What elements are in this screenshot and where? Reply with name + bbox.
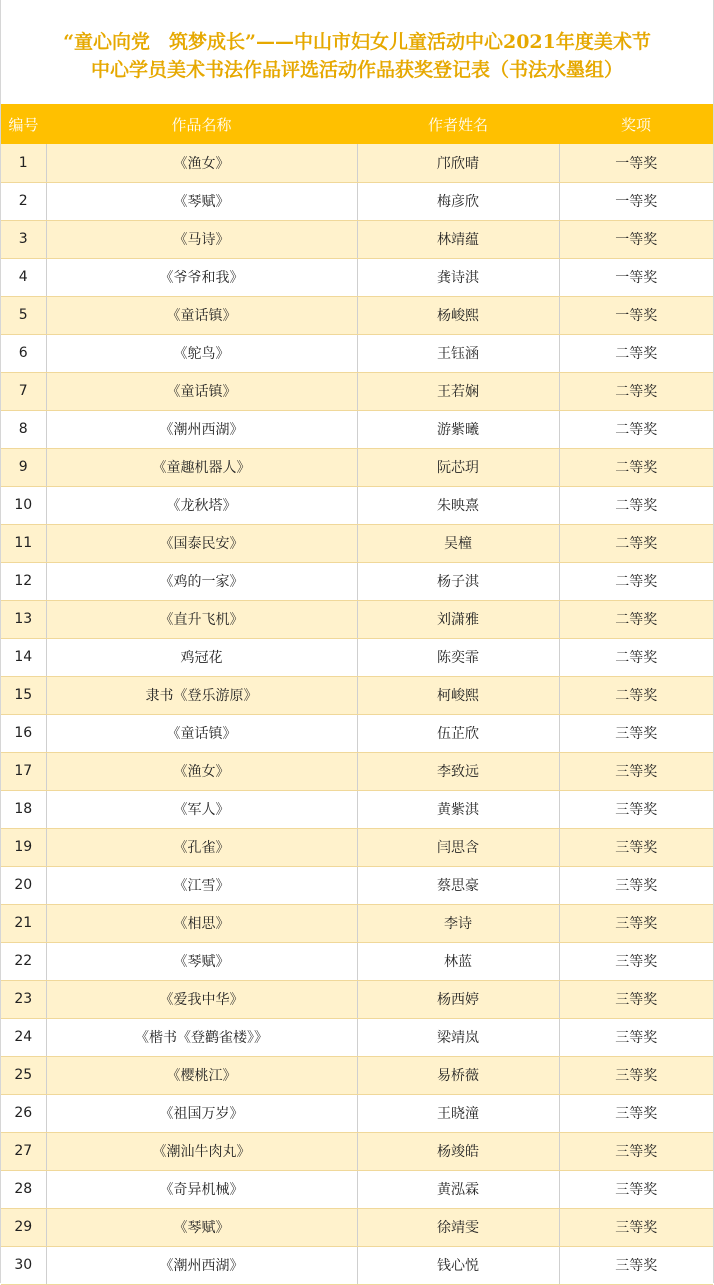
cell-award: 二等奖 xyxy=(559,600,713,638)
table-row xyxy=(1,1132,713,1170)
header-award: 奖项 xyxy=(559,104,713,144)
cell-work-title: 《爷爷和我》 xyxy=(46,258,357,296)
cell-number: 20 xyxy=(1,866,46,904)
cell-work-title: 《直升飞机》 xyxy=(46,600,357,638)
cell-author: 王若娴 xyxy=(357,372,559,410)
cell-number: 23 xyxy=(1,980,46,1018)
cell-award: 二等奖 xyxy=(559,334,713,372)
cell-award: 三等奖 xyxy=(559,790,713,828)
table-row xyxy=(1,220,713,258)
table-row xyxy=(1,980,713,1018)
cell-award: 一等奖 xyxy=(559,144,713,182)
cell-work-title: 《琴赋》 xyxy=(46,1208,357,1246)
table-row xyxy=(1,524,713,562)
cell-award: 二等奖 xyxy=(559,372,713,410)
title-line-2: 中心学员美术书法作品评选活动作品获奖登记表（书法水墨组） xyxy=(90,59,623,81)
cell-award: 三等奖 xyxy=(559,866,713,904)
cell-work-title: 《潮汕牛肉丸》 xyxy=(46,1132,357,1170)
table-row xyxy=(1,372,713,410)
cell-work-title: 《潮州西湖》 xyxy=(46,1246,357,1284)
cell-award: 三等奖 xyxy=(559,1170,713,1208)
table-row xyxy=(1,1208,713,1246)
table-row xyxy=(1,296,713,334)
cell-award: 三等奖 xyxy=(559,980,713,1018)
table-row xyxy=(1,334,713,372)
cell-number: 9 xyxy=(1,448,46,486)
cell-number: 18 xyxy=(1,790,46,828)
cell-award: 三等奖 xyxy=(559,1246,713,1284)
cell-number: 25 xyxy=(1,1056,46,1094)
page-title xyxy=(1,0,713,104)
table-row xyxy=(1,828,713,866)
cell-work-title: 《马诗》 xyxy=(46,220,357,258)
table-row xyxy=(1,1094,713,1132)
cell-number: 17 xyxy=(1,752,46,790)
cell-work-title: 《龙秋塔》 xyxy=(46,486,357,524)
cell-number: 13 xyxy=(1,600,46,638)
cell-number: 12 xyxy=(1,562,46,600)
cell-author: 邝欣晴 xyxy=(357,144,559,182)
cell-author: 杨竣皓 xyxy=(357,1132,559,1170)
cell-author: 林蓝 xyxy=(357,942,559,980)
cell-work-title: 《潮州西湖》 xyxy=(46,410,357,448)
cell-author: 杨西婷 xyxy=(357,980,559,1018)
cell-award: 二等奖 xyxy=(559,638,713,676)
cell-number: 30 xyxy=(1,1246,46,1284)
table-row xyxy=(1,1170,713,1208)
cell-number: 28 xyxy=(1,1170,46,1208)
cell-work-title: 《军人》 xyxy=(46,790,357,828)
cell-author: 游紫曦 xyxy=(357,410,559,448)
cell-award: 三等奖 xyxy=(559,1208,713,1246)
cell-award: 一等奖 xyxy=(559,258,713,296)
cell-number: 10 xyxy=(1,486,46,524)
cell-work-title: 《鸡的一家》 xyxy=(46,562,357,600)
cell-award: 一等奖 xyxy=(559,220,713,258)
cell-number: 22 xyxy=(1,942,46,980)
cell-author: 李诗 xyxy=(357,904,559,942)
cell-work-title: 《童话镇》 xyxy=(46,372,357,410)
table-row xyxy=(1,1246,713,1284)
cell-number: 24 xyxy=(1,1018,46,1056)
cell-author: 钱心悦 xyxy=(357,1246,559,1284)
table-row xyxy=(1,144,713,182)
cell-author: 吴橦 xyxy=(357,524,559,562)
cell-award: 二等奖 xyxy=(559,524,713,562)
cell-author: 黄泓霖 xyxy=(357,1170,559,1208)
cell-award: 三等奖 xyxy=(559,714,713,752)
table-row xyxy=(1,448,713,486)
cell-work-title: 《童话镇》 xyxy=(46,296,357,334)
cell-number: 5 xyxy=(1,296,46,334)
cell-work-title: 鸡冠花 xyxy=(46,638,357,676)
cell-award: 三等奖 xyxy=(559,752,713,790)
award-table xyxy=(1,104,713,1285)
cell-author: 杨峻熙 xyxy=(357,296,559,334)
cell-work-title: 《江雪》 xyxy=(46,866,357,904)
cell-number: 4 xyxy=(1,258,46,296)
cell-award: 三等奖 xyxy=(559,1056,713,1094)
table-row xyxy=(1,1018,713,1056)
cell-award: 一等奖 xyxy=(559,296,713,334)
cell-award: 二等奖 xyxy=(559,410,713,448)
cell-number: 14 xyxy=(1,638,46,676)
cell-work-title: 《爱我中华》 xyxy=(46,980,357,1018)
cell-number: 8 xyxy=(1,410,46,448)
cell-work-title: 《童趣机器人》 xyxy=(46,448,357,486)
cell-work-title: 《樱桃江》 xyxy=(46,1056,357,1094)
table-row xyxy=(1,258,713,296)
cell-number: 7 xyxy=(1,372,46,410)
cell-work-title: 《童话镇》 xyxy=(46,714,357,752)
cell-author: 朱映熹 xyxy=(357,486,559,524)
cell-number: 26 xyxy=(1,1094,46,1132)
cell-award: 一等奖 xyxy=(559,182,713,220)
table-row xyxy=(1,638,713,676)
table-header-row xyxy=(1,104,713,144)
header-work-title: 作品名称 xyxy=(46,104,357,144)
cell-work-title: 《祖国万岁》 xyxy=(46,1094,357,1132)
cell-number: 16 xyxy=(1,714,46,752)
cell-award: 三等奖 xyxy=(559,1018,713,1056)
cell-award: 三等奖 xyxy=(559,1132,713,1170)
cell-work-title: 《琴赋》 xyxy=(46,182,357,220)
cell-author: 黄紫淇 xyxy=(357,790,559,828)
header-number: 编号 xyxy=(1,104,46,144)
cell-work-title: 隶书《登乐游原》 xyxy=(46,676,357,714)
cell-number: 21 xyxy=(1,904,46,942)
table-row xyxy=(1,790,713,828)
cell-author: 柯峻熙 xyxy=(357,676,559,714)
cell-work-title: 《渔女》 xyxy=(46,752,357,790)
cell-author: 龚诗淇 xyxy=(357,258,559,296)
cell-author: 蔡思豪 xyxy=(357,866,559,904)
table-row xyxy=(1,486,713,524)
cell-work-title: 《渔女》 xyxy=(46,144,357,182)
cell-work-title: 《国泰民安》 xyxy=(46,524,357,562)
table-row xyxy=(1,600,713,638)
header-author: 作者姓名 xyxy=(357,104,559,144)
cell-number: 29 xyxy=(1,1208,46,1246)
table-row xyxy=(1,676,713,714)
cell-author: 王钰涵 xyxy=(357,334,559,372)
cell-author: 伍芷欣 xyxy=(357,714,559,752)
cell-author: 徐靖雯 xyxy=(357,1208,559,1246)
table-row xyxy=(1,904,713,942)
cell-number: 27 xyxy=(1,1132,46,1170)
cell-work-title: 《鸵鸟》 xyxy=(46,334,357,372)
cell-author: 林靖蕴 xyxy=(357,220,559,258)
cell-award: 二等奖 xyxy=(559,676,713,714)
cell-author: 易桥薇 xyxy=(357,1056,559,1094)
cell-number: 2 xyxy=(1,182,46,220)
cell-award: 三等奖 xyxy=(559,1094,713,1132)
table-row xyxy=(1,562,713,600)
table-row xyxy=(1,942,713,980)
cell-award: 二等奖 xyxy=(559,562,713,600)
cell-work-title: 《琴赋》 xyxy=(46,942,357,980)
cell-number: 6 xyxy=(1,334,46,372)
cell-number: 19 xyxy=(1,828,46,866)
title-line-1: “童心向党 筑梦成长”——中山市妇女儿童活动中心2021年度美术节 xyxy=(63,31,651,53)
cell-author: 刘潇雅 xyxy=(357,600,559,638)
table-row xyxy=(1,714,713,752)
table-row xyxy=(1,1056,713,1094)
cell-work-title: 《奇异机械》 xyxy=(46,1170,357,1208)
cell-author: 梅彦欣 xyxy=(357,182,559,220)
cell-work-title: 《孔雀》 xyxy=(46,828,357,866)
table-row xyxy=(1,752,713,790)
cell-work-title: 《楷书《登鹳雀楼》》 xyxy=(46,1018,357,1056)
cell-number: 1 xyxy=(1,144,46,182)
cell-number: 11 xyxy=(1,524,46,562)
cell-number: 15 xyxy=(1,676,46,714)
table-row xyxy=(1,866,713,904)
cell-author: 王晓潼 xyxy=(357,1094,559,1132)
table-row xyxy=(1,182,713,220)
cell-work-title: 《相思》 xyxy=(46,904,357,942)
cell-author: 李致远 xyxy=(357,752,559,790)
table-row xyxy=(1,410,713,448)
cell-award: 三等奖 xyxy=(559,904,713,942)
cell-award: 二等奖 xyxy=(559,448,713,486)
cell-award: 三等奖 xyxy=(559,942,713,980)
cell-author: 杨子淇 xyxy=(357,562,559,600)
cell-author: 阮芯玥 xyxy=(357,448,559,486)
cell-author: 梁靖岚 xyxy=(357,1018,559,1056)
cell-author: 闫思含 xyxy=(357,828,559,866)
cell-number: 3 xyxy=(1,220,46,258)
cell-award: 三等奖 xyxy=(559,828,713,866)
cell-award: 二等奖 xyxy=(559,486,713,524)
cell-author: 陈奕霏 xyxy=(357,638,559,676)
